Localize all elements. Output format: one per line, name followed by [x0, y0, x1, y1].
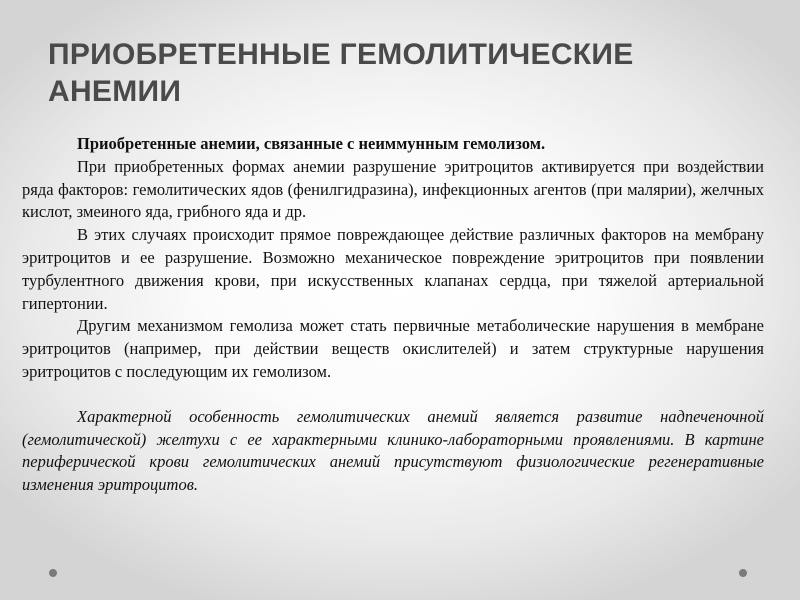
paragraph-factors: При приобретенных формах анемии разрушение эритроцитов активируется при воздействии ряда факторов: гемолитических ядов (фенилгидразина), инфекционных агентов (при малярии), желчных кислот, змеиного яда, грибного яда и др.: [22, 156, 764, 222]
slide-body: [22, 133, 764, 497]
decorative-dot-left: [49, 569, 57, 577]
slide-title: ПРИОБРЕТЕННЫЕ ГЕМОЛИТИЧЕСКИЕ АНЕМИИ: [48, 38, 634, 108]
decorative-dot-right: [739, 569, 747, 577]
paragraph-mechanism: Другим механизмом гемолиза может стать первичные метаболические нарушения в мембране эритроцитов (например, при действии веществ окислителей) и затем структурные нарушения эритроцитов с последующим их гемолизом.: [22, 316, 764, 381]
paragraph-damage: В этих случаях происходит прямое повреждающее действие различных факторов на мембрану эритроцитов и ее разрушение. Возможно механическое повреждение эритроцитов при появлении турбулентного движения крови, при искусственных клапанах сердца, при тяжелой артериальной гипертонии.: [22, 225, 764, 313]
italic-note: Характерной особенность гемолитических анемий является развитие надпеченочной (гемолитической) желтухи с ее характерными клинико-лабораторными проявлениями. В картине периферической крови гемолитических анемий присутствуют физиологические регенеративные изменения эритроцитов.: [22, 406, 764, 495]
section-heading: Приобретенные анемии, связанные с неиммунным гемолизом.: [77, 134, 546, 153]
